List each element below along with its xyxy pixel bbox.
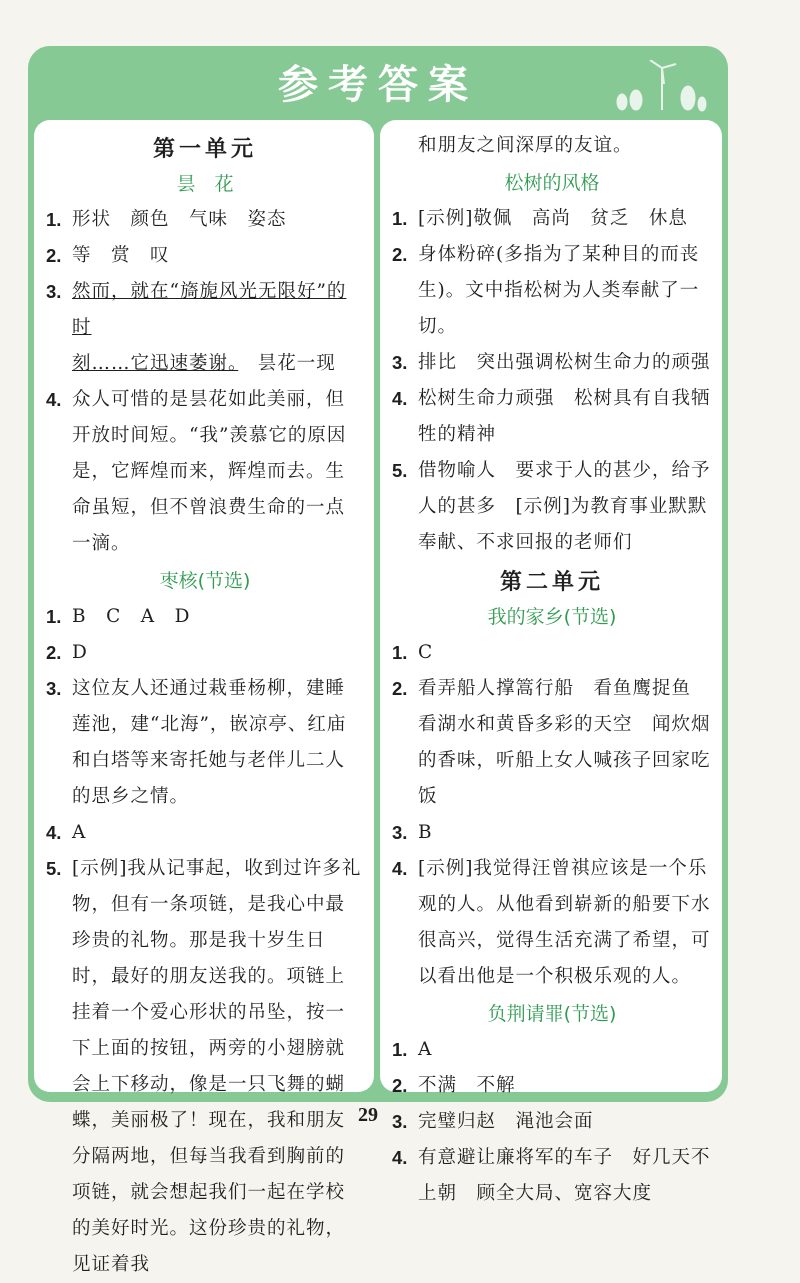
answer-text: A: [72, 822, 87, 843]
unit-title: 第一单元: [152, 137, 257, 162]
answer-number: 5.: [392, 460, 408, 481]
lesson-note: (节选): [563, 1003, 617, 1025]
answer-item: [392, 1032, 712, 1068]
answer-item: [46, 274, 364, 382]
lesson-note: (节选): [563, 606, 617, 628]
answer-text: C: [418, 642, 434, 663]
answer-item: [392, 671, 712, 815]
answer-text: B: [418, 822, 433, 843]
answer-item: [392, 1140, 712, 1212]
answer-item: [392, 453, 712, 561]
answer-item: [46, 815, 364, 851]
lesson-title: 昙 花: [176, 173, 234, 195]
answer-text: 这位友人还通过栽垂杨柳，建睡莲池，建“北海”，嵌凉亭、红庙和白塔等来寄托她与老伴儿二人的思乡之情。: [72, 678, 347, 807]
answer-text: [示例]敬佩 高尚 贫乏 休息: [418, 208, 688, 229]
answer-text: [示例]我从记事起，收到过许多礼物，但有一条项链，是我心中最珍贵的礼物。那是我十岁生日时，最好的朋友送我的。项链上挂着一个爱心形状的吊坠，按一下上面的按钮，两旁的小翅膀就会上下移动，像是一只飞舞的蝴蝶，美丽极了！现在，我和朋友分隔两地，但每当我看到胸前的项链，就会想起我们一起在学校的美好时光。这份珍贵的礼物，见证着我: [72, 858, 362, 1275]
answer-number: 1.: [46, 209, 62, 230]
page-title: 参考答案: [278, 61, 478, 108]
answer-text: 排比 突出强调松树生命力的顽强: [418, 352, 711, 373]
answer-number: 1.: [46, 606, 62, 627]
answer-number: 3.: [392, 352, 408, 373]
answer-number: 4.: [46, 389, 62, 410]
lesson-title: [392, 602, 712, 629]
answer-text: 身体粉碎(多指为了某种目的而丧生)。文中指松树为人类奉献了一切。: [418, 244, 700, 337]
answer-number: 1.: [392, 1039, 408, 1060]
answer-number: 3.: [46, 281, 62, 302]
answer-number: 4.: [46, 822, 62, 843]
answer-continuation: 和朋友之间深厚的友谊。: [418, 135, 633, 156]
answer-item: [392, 851, 712, 995]
answer-item: [46, 635, 364, 671]
answer-number: 4.: [392, 1147, 408, 1168]
answer-idiom: 昙花一现: [238, 353, 336, 374]
answer-text: 完璧归赵 渑池会面: [418, 1111, 594, 1132]
answer-text: 松树生命力顽强 松树具有自我牺牲的精神: [418, 388, 711, 445]
answer-number: 5.: [46, 858, 62, 879]
answer-number: 2.: [46, 642, 62, 663]
answer-item: [392, 381, 712, 453]
answer-item: [392, 237, 712, 345]
answer-number: 2.: [46, 245, 62, 266]
answer-text: 等 赏 叹: [72, 245, 170, 266]
answer-number: 1.: [392, 208, 408, 229]
page-number: 29: [358, 1104, 378, 1126]
answer-text: A: [418, 1039, 433, 1060]
answer-number: 4.: [392, 858, 408, 879]
answer-text: 众人可惜的是昙花如此美丽，但开放时间短。“我”羡慕它的原因是，它辉煌而来，辉煌而去。生命虽短，但不曾浪费生命的一点一滴。: [72, 389, 347, 554]
lesson-name: 枣核: [159, 570, 198, 592]
underlined-quote: 然而，就在“旖旎风光无限好”的时: [72, 281, 347, 338]
answer-item: [46, 851, 364, 1283]
answer-text: 形状 颜色 气味 姿态: [72, 209, 287, 230]
answer-item: [392, 345, 712, 381]
answer-text: [示例]我觉得汪曾祺应该是一个乐观的人。从他看到崭新的船要下水很高兴，觉得生活充满了希望，可以看出他是一个积极乐观的人。: [418, 858, 711, 987]
answer-number: 2.: [392, 244, 408, 265]
answer-text: D: [72, 642, 88, 663]
answer-number: 2.: [392, 678, 408, 699]
lesson-name: 负荆请罪: [487, 1003, 564, 1025]
lesson-note: (节选): [197, 570, 251, 592]
unit-title: 第二单元: [499, 570, 604, 595]
answer-number: 3.: [392, 1111, 408, 1132]
answer-text: B C A D: [72, 606, 191, 627]
answer-item: [392, 201, 712, 237]
answer-item: [392, 1104, 712, 1140]
answer-number: 2.: [392, 1075, 408, 1096]
answer-text: [72, 274, 364, 382]
lesson-title: [392, 999, 712, 1026]
answer-number: 1.: [392, 642, 408, 663]
answer-item: [46, 202, 364, 238]
answer-item: [392, 815, 712, 851]
answer-text: 看弄船人撑篙行船 看鱼鹰捉鱼 看湖水和黄昏多彩的天空 闻炊烟的香味，听船上女人喊孩子回家吃饭: [418, 678, 711, 807]
lesson-title: [46, 566, 364, 593]
lesson-name: 我的家乡: [487, 606, 564, 628]
answer-number: 4.: [392, 388, 408, 409]
answer-item: [46, 238, 364, 274]
answer-text: 有意避让廉将军的车子 好几天不上朝 顾全大局、宽容大度: [418, 1147, 711, 1204]
answer-item: [46, 382, 364, 562]
right-column: [380, 120, 722, 1204]
answer-number: 3.: [392, 822, 408, 843]
answer-item: [46, 671, 364, 815]
answer-item: [392, 635, 712, 671]
grass-wind-icon: [610, 60, 710, 112]
underlined-quote: 刻……它迅速萎谢。: [72, 353, 239, 374]
answer-number: 3.: [46, 678, 62, 699]
answer-text: 不满 不解: [418, 1075, 516, 1096]
answer-item: [46, 599, 364, 635]
answer-text: 借物喻人 要求于人的甚少，给予人的甚多 [示例]为教育事业默默奉献、不求回报的老师们: [418, 460, 711, 553]
answer-item: [392, 1068, 712, 1104]
lesson-title: 松树的风格: [504, 172, 600, 194]
